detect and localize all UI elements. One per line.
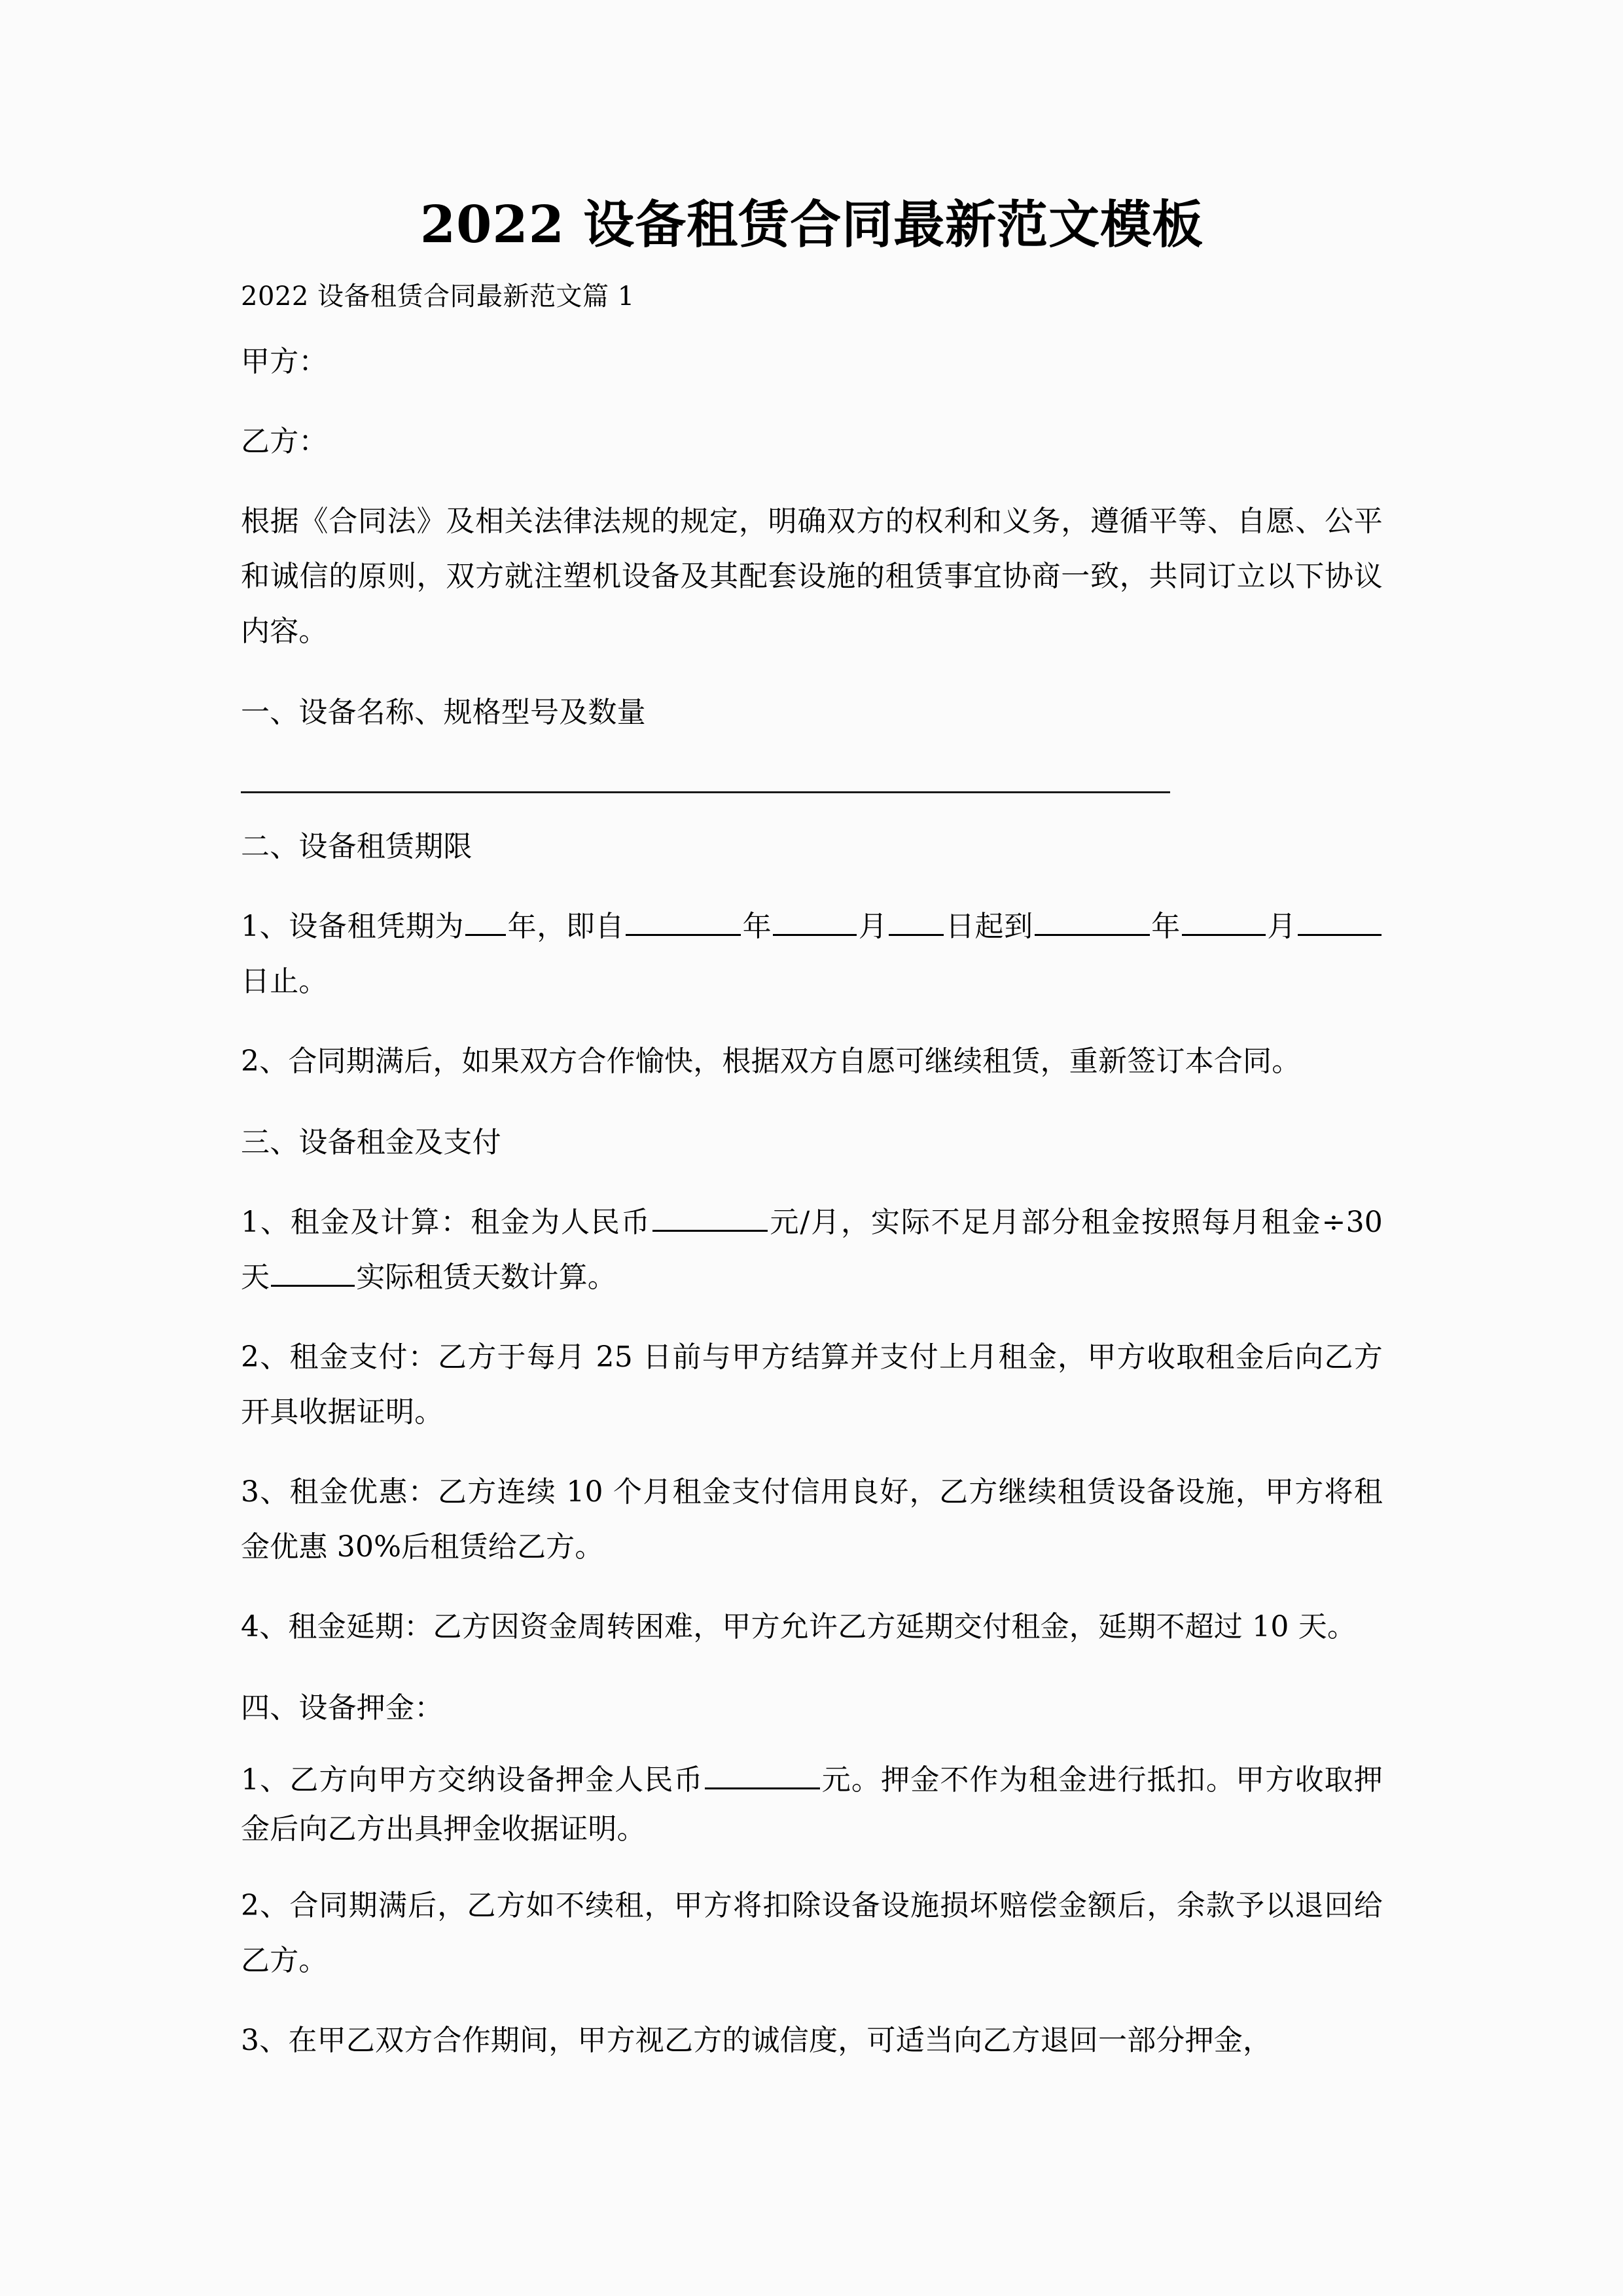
clause-4-2: 2、合同期满后，乙方如不续租，甲方将扣除设备设施损坏赔偿金额后，余款予以退回给乙方。 xyxy=(241,1889,1383,1978)
clause-3-1-mid1: 元/月，实际不足月部分租金按照每月租金÷30 天 xyxy=(241,1206,1383,1295)
clause-4-1-prefix: 1、乙方向甲方交纳设备押金人民币 xyxy=(241,1763,704,1797)
monthly-rent-blank[interactable] xyxy=(652,1204,768,1232)
deposit-amount-blank[interactable] xyxy=(705,1761,820,1789)
start-month-blank[interactable] xyxy=(773,908,857,936)
section-heading-3: 三、设备租金及支付 xyxy=(241,1126,501,1160)
section-heading-1: 一、设备名称、规格型号及数量 xyxy=(241,696,646,730)
clause-4-1-suffix: 元。押金不作为租金进行抵扣。甲方收取押金后向乙方出具押金收据证明。 xyxy=(241,1763,1383,1846)
clause-2-1-prefix: 1、设备租凭期为 xyxy=(241,910,465,944)
clause-2-1-mid6: 月 xyxy=(1266,910,1296,944)
clause-3-1-prefix: 1、租金及计算：租金为人民币 xyxy=(241,1206,651,1240)
document-subtitle: 2022 设备租赁合同最新范文篇 1 xyxy=(241,281,635,312)
clause-2-1-mid1: 年，即自 xyxy=(507,910,625,944)
section-heading-2: 二、设备租赁期限 xyxy=(241,830,473,864)
clause-2-1-mid3: 月 xyxy=(858,910,888,944)
document-content xyxy=(241,0,1383,2068)
clause-2-1-suffix: 日止。 xyxy=(241,965,328,999)
clause-2-1 xyxy=(241,874,1383,1009)
preamble-paragraph: 根据《合同法》及相关法律法规的规定，明确双方的权利和义务，遵循平等、自愿、公平和诚信的原则，双方就注塑机设备及其配套设施的租赁事宜协商一致，共同订立以下协议内容。 xyxy=(241,505,1383,649)
start-day-blank[interactable] xyxy=(889,908,944,936)
section-heading-4: 四、设备押金： xyxy=(241,1691,444,1725)
end-month-blank[interactable] xyxy=(1182,908,1266,936)
equipment-table-area xyxy=(241,740,1383,793)
party-b-label: 乙方： xyxy=(241,425,328,459)
lease-years-blank[interactable] xyxy=(465,908,506,936)
end-day-blank[interactable] xyxy=(1298,908,1382,936)
clause-2-1-mid5: 年 xyxy=(1150,910,1181,944)
page-title: 2022 设备租赁合同最新范文模板 xyxy=(419,195,1204,255)
party-a-label: 甲方： xyxy=(241,345,328,379)
actual-days-blank[interactable] xyxy=(271,1259,355,1287)
clause-2-2: 2、合同期满后，如果双方合作愉快，根据双方自愿可继续租赁，重新签订本合同。 xyxy=(241,1045,1301,1079)
start-year-blank[interactable] xyxy=(626,908,741,936)
clause-3-1-suffix: 实际租赁天数计算。 xyxy=(356,1261,617,1295)
clause-2-1-mid2: 年 xyxy=(742,910,772,944)
clause-4-1 xyxy=(241,1736,1383,1854)
clause-4-3: 3、在甲乙双方合作期间，甲方视乙方的诚信度，可适当向乙方退回一部分押金， xyxy=(241,2024,1272,2058)
clause-3-1 xyxy=(241,1170,1383,1305)
clause-3-2: 2、租金支付：乙方于每月 25 日前与甲方结算并支付上月租金，甲方收取租金后向乙方开具收据证明。 xyxy=(241,1340,1383,1429)
clause-2-1-mid4: 日起到 xyxy=(945,910,1033,944)
clause-3-3: 3、租金优惠：乙方连续 10 个月租金支付信用良好，乙方继续租赁设备设施，甲方将租金优惠 30%后租赁给乙方。 xyxy=(241,1475,1383,1564)
clause-3-4: 4、租金延期：乙方因资金周转困难，甲方允许乙方延期交付租金，延期不超过 10 天。 xyxy=(241,1610,1357,1644)
end-year-blank[interactable] xyxy=(1035,908,1150,936)
